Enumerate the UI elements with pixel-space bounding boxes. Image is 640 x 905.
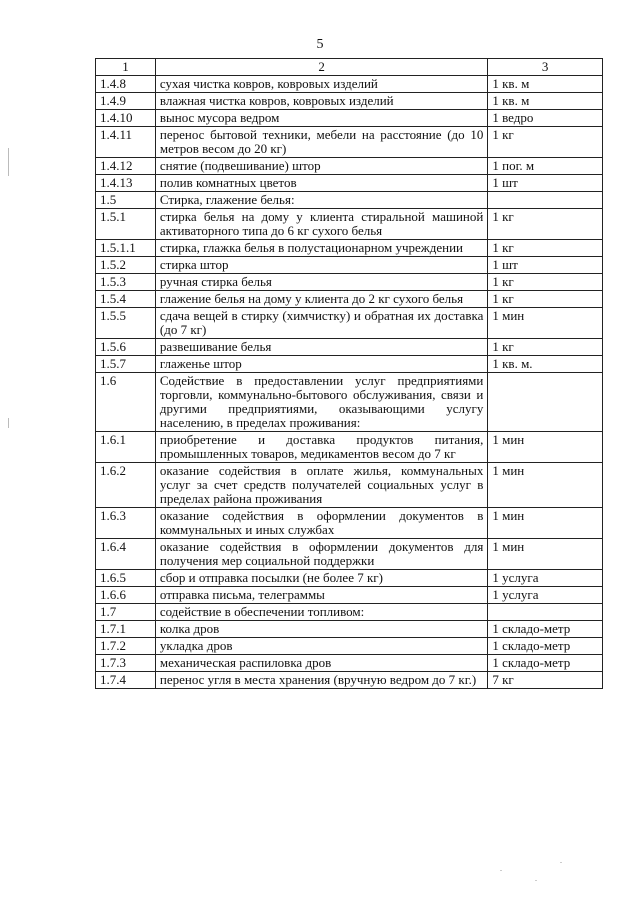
row-code: 1.5 [96, 192, 156, 209]
row-description: сбор и отправка посылки (не более 7 кг) [155, 570, 487, 587]
table-row [96, 638, 603, 655]
page-number: 5 [316, 37, 324, 52]
table-row [96, 621, 603, 638]
table-body [96, 76, 603, 689]
row-unit [488, 604, 603, 621]
row-unit: 1 кг [488, 240, 603, 257]
row-unit: 1 ведро [488, 110, 603, 127]
table-row [96, 192, 603, 209]
table-row [96, 655, 603, 672]
row-unit: 1 мин [488, 463, 603, 508]
row-unit: 1 кв. м [488, 93, 603, 110]
row-description: развешивание белья [155, 339, 487, 356]
row-code: 1.7.1 [96, 621, 156, 638]
table-row [96, 240, 603, 257]
row-unit: 1 кг [488, 209, 603, 240]
row-description: укладка дров [155, 638, 487, 655]
row-code: 1.6.3 [96, 508, 156, 539]
row-unit: 1 кв. м [488, 76, 603, 93]
row-unit: 1 кг [488, 291, 603, 308]
row-description: глаженье штор [155, 356, 487, 373]
scan-speck [560, 862, 562, 863]
row-description: Стирка, глажение белья: [155, 192, 487, 209]
table-row [96, 587, 603, 604]
table-row [96, 257, 603, 274]
row-unit: 1 складо-метр [488, 638, 603, 655]
row-unit: 1 услуга [488, 570, 603, 587]
row-code: 1.6.1 [96, 432, 156, 463]
row-code: 1.7.2 [96, 638, 156, 655]
table-row [96, 175, 603, 192]
table-row [96, 308, 603, 339]
table-row [96, 291, 603, 308]
row-code: 1.7.4 [96, 672, 156, 689]
table-row [96, 373, 603, 432]
row-unit: 1 кг [488, 127, 603, 158]
table-row [96, 158, 603, 175]
row-code: 1.4.11 [96, 127, 156, 158]
scan-speck [500, 870, 502, 871]
row-unit: 1 складо-метр [488, 621, 603, 638]
row-code: 1.6.2 [96, 463, 156, 508]
table-row [96, 127, 603, 158]
table-row [96, 463, 603, 508]
table-row [96, 604, 603, 621]
table-row [96, 672, 603, 689]
row-unit [488, 373, 603, 432]
table-row [96, 274, 603, 291]
row-code: 1.4.12 [96, 158, 156, 175]
row-code: 1.4.13 [96, 175, 156, 192]
row-description: стирка, глажка белья в полустационарном учреждении [155, 240, 487, 257]
row-description: полив комнатных цветов [155, 175, 487, 192]
row-description: приобретение и доставка продуктов питания, промышленных товаров, медикаментов весом до 7 кг [155, 432, 487, 463]
row-unit: 1 кв. м. [488, 356, 603, 373]
row-code: 1.4.8 [96, 76, 156, 93]
row-description: снятие (подвешивание) штор [155, 158, 487, 175]
row-code: 1.5.3 [96, 274, 156, 291]
header-col-3: 3 [488, 59, 603, 76]
table-row [96, 539, 603, 570]
services-table [95, 58, 603, 689]
row-unit: 1 кг [488, 274, 603, 291]
scan-margin-mark [8, 418, 9, 428]
table-row [96, 508, 603, 539]
table-row [96, 209, 603, 240]
table-row [96, 356, 603, 373]
row-unit: 1 складо-метр [488, 655, 603, 672]
row-unit: 1 шт [488, 257, 603, 274]
row-description: ручная стирка белья [155, 274, 487, 291]
row-description: сдача вещей в стирку (химчистку) и обратная их доставка (до 7 кг) [155, 308, 487, 339]
row-description: отправка письма, телеграммы [155, 587, 487, 604]
row-description: глажение белья на дому у клиента до 2 кг сухого белья [155, 291, 487, 308]
row-description: Содействие в предоставлении услуг предприятиями торговли, коммунально-бытового обслуживания, связи и другими предприятиями, оказывающими услугу населению, в пределах проживания: [155, 373, 487, 432]
row-code: 1.5.6 [96, 339, 156, 356]
header-col-2: 2 [155, 59, 487, 76]
row-description: оказание содействия в оформлении документов для получения мер социальной поддержки [155, 539, 487, 570]
scan-speck [535, 880, 537, 881]
row-code: 1.6.4 [96, 539, 156, 570]
row-code: 1.6.6 [96, 587, 156, 604]
row-description: перенос бытовой техники, мебели на расстояние (до 10 метров весом до 20 кг) [155, 127, 487, 158]
row-code: 1.5.5 [96, 308, 156, 339]
row-unit: 1 кг [488, 339, 603, 356]
row-description: оказание содействия в оформлении документов в коммунальных и иных службах [155, 508, 487, 539]
table-row [96, 570, 603, 587]
row-unit: 1 мин [488, 432, 603, 463]
row-code: 1.5.1 [96, 209, 156, 240]
table-row [96, 76, 603, 93]
row-code: 1.5.1.1 [96, 240, 156, 257]
row-unit: 1 услуга [488, 587, 603, 604]
row-description: колка дров [155, 621, 487, 638]
row-description: влажная чистка ковров, ковровых изделий [155, 93, 487, 110]
table-row [96, 339, 603, 356]
row-code: 1.4.9 [96, 93, 156, 110]
row-code: 1.7 [96, 604, 156, 621]
row-description: механическая распиловка дров [155, 655, 487, 672]
row-code: 1.5.4 [96, 291, 156, 308]
row-description: стирка штор [155, 257, 487, 274]
table-row [96, 432, 603, 463]
row-description: вынос мусора ведром [155, 110, 487, 127]
row-unit: 1 пог. м [488, 158, 603, 175]
table-row [96, 93, 603, 110]
row-code: 1.5.7 [96, 356, 156, 373]
row-unit [488, 192, 603, 209]
row-description: сухая чистка ковров, ковровых изделий [155, 76, 487, 93]
table-row [96, 110, 603, 127]
row-code: 1.4.10 [96, 110, 156, 127]
row-unit: 1 мин [488, 539, 603, 570]
row-code: 1.6.5 [96, 570, 156, 587]
row-unit: 1 мин [488, 308, 603, 339]
row-code: 1.5.2 [96, 257, 156, 274]
row-unit: 1 мин [488, 508, 603, 539]
scan-margin-mark [8, 148, 9, 176]
row-description: стирка белья на дому у клиента стиральной машиной активаторного типа до 6 кг сухого белья [155, 209, 487, 240]
table-header-row [96, 59, 603, 76]
row-code: 1.7.3 [96, 655, 156, 672]
row-unit: 7 кг [488, 672, 603, 689]
row-unit: 1 шт [488, 175, 603, 192]
row-description: оказание содействия в оплате жилья, коммунальных услуг за счет средств получателей социальных услуг в пределах района проживания [155, 463, 487, 508]
row-description: перенос угля в места хранения (вручную ведром до 7 кг.) [155, 672, 487, 689]
header-col-1: 1 [96, 59, 156, 76]
row-description: содействие в обеспечении топливом: [155, 604, 487, 621]
row-code: 1.6 [96, 373, 156, 432]
